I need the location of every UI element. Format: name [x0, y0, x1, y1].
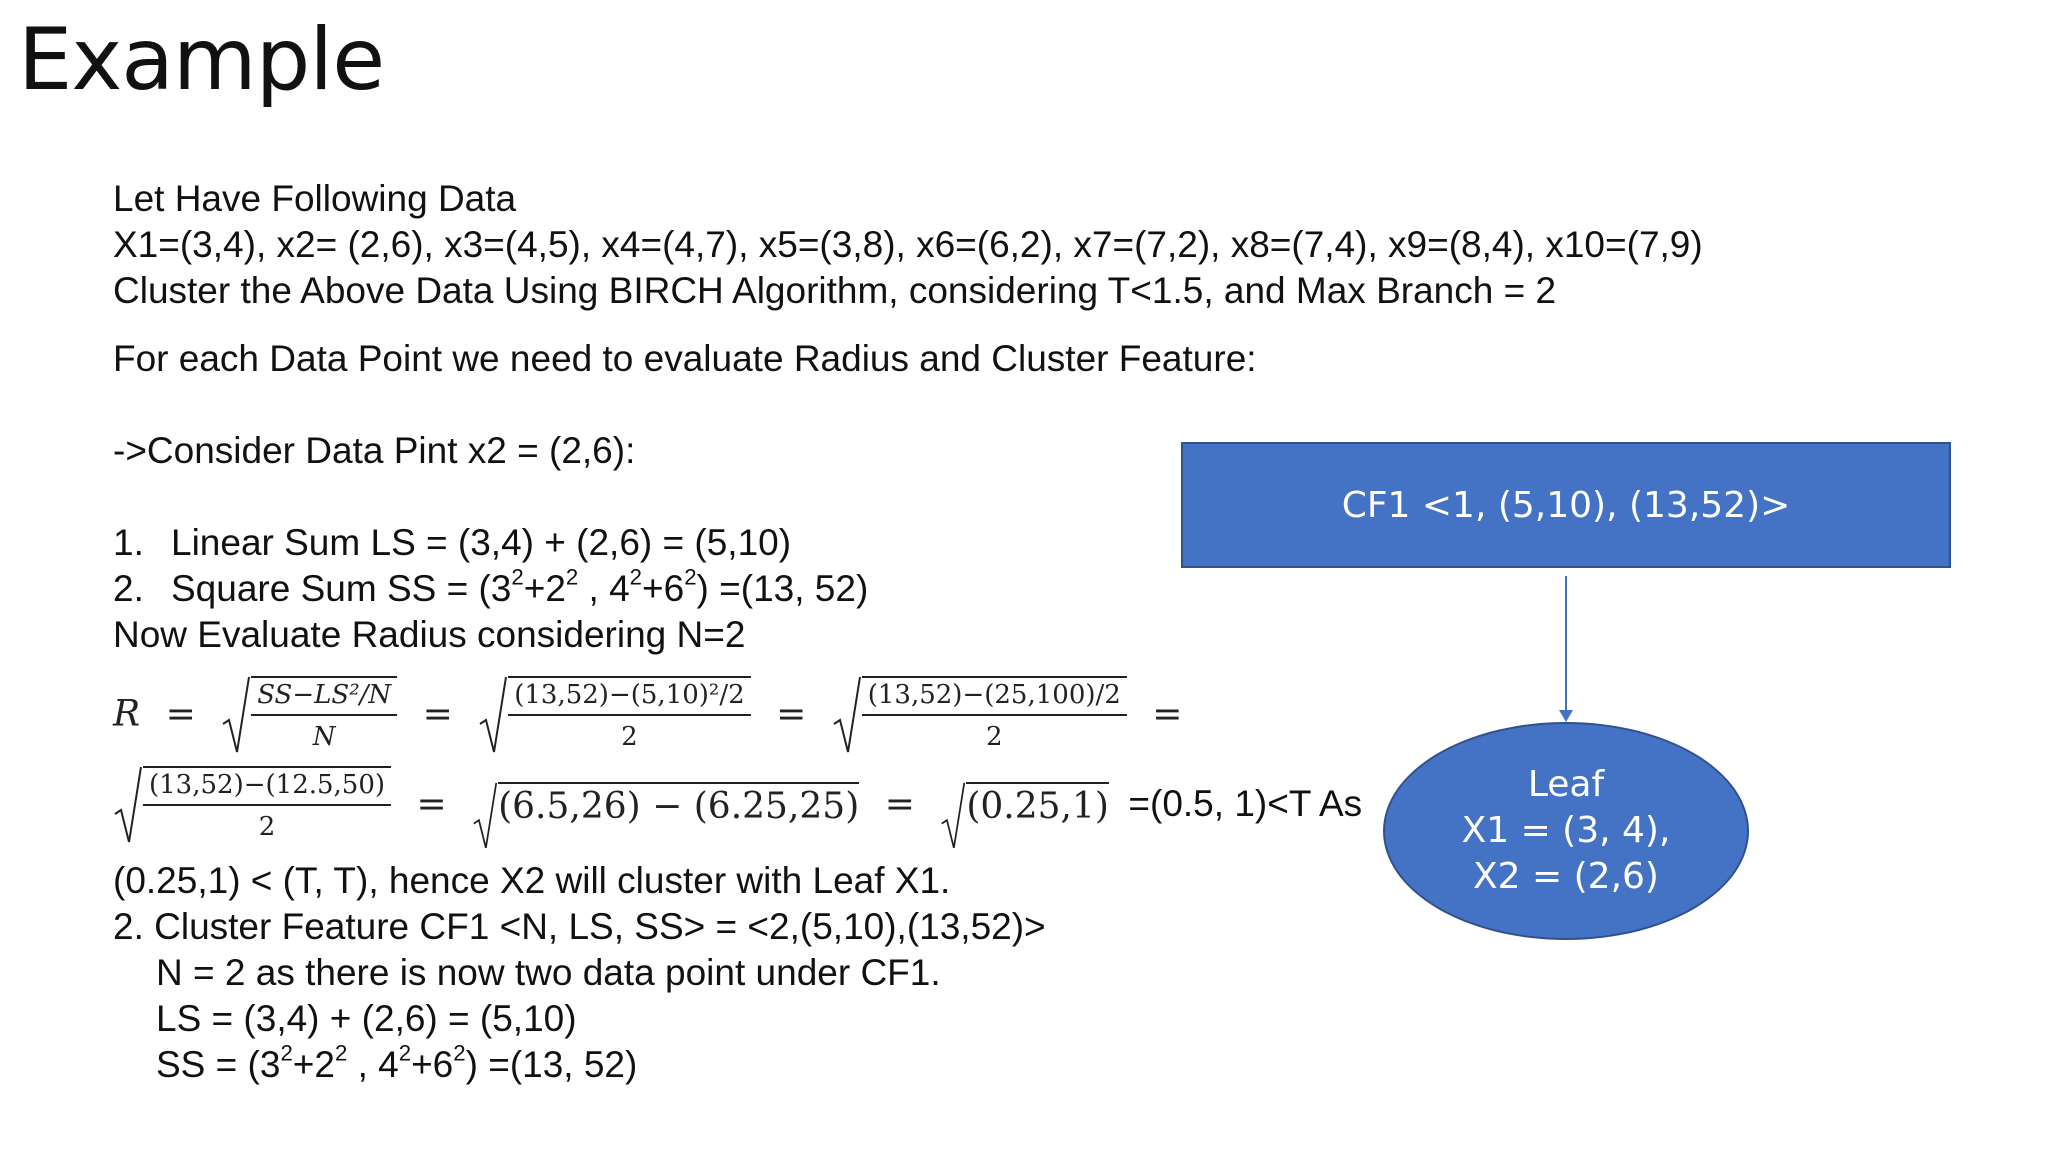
- fraction-numerator: SS−LS²/N: [251, 680, 397, 716]
- sqrt-term-1: [221, 676, 397, 752]
- sqrt-term-5: [472, 782, 859, 827]
- fraction-denominator: 2: [258, 812, 276, 842]
- fraction-denominator: 2: [986, 722, 1003, 752]
- data-points-line: X1=(3,4), x2= (2,6), x3=(4,5), x4=(4,7), x5=(3,8), x6=(6,2), x7=(7,2), x8=(7,4), x9=(8,4), x10=(7,9): [113, 224, 1703, 265]
- equals-sign: =: [884, 783, 915, 825]
- fraction-denominator: N: [312, 722, 336, 752]
- linear-sum-item: [113, 522, 791, 564]
- sqrt-term-4: [113, 766, 391, 842]
- cf1-label: CF1 <1, (5,10), (13,52)>: [1341, 484, 1791, 526]
- fraction-numerator: (13,52)−(5,10)²/2: [508, 680, 750, 716]
- equals-sign: =: [422, 693, 453, 735]
- intro-line-1: Let Have Following Data: [113, 178, 517, 219]
- fraction-numerator: (13,52)−(25,100)/2: [862, 680, 1127, 716]
- comparison-line: (0.25,1) < (T, T), hence X2 will cluster with Leaf X1.: [113, 860, 951, 901]
- leaf-point-x2: X2 = (2,6): [1473, 856, 1659, 897]
- cf1-node: [1181, 442, 1951, 568]
- leaf-node: [1383, 722, 1749, 940]
- slide-title: Example: [18, 10, 385, 110]
- item-number: 1.: [113, 522, 144, 563]
- equals-sign: =: [416, 783, 447, 825]
- equals-sign: =: [165, 693, 196, 735]
- ls-line: LS = (3,4) + (2,6) = (5,10): [156, 998, 577, 1039]
- sqrt-body: (0.25,1): [966, 782, 1109, 827]
- cluster-feature-line: 2. Cluster Feature CF1 <N, LS, SS> = <2,(5,10),(13,52)>: [113, 906, 1046, 947]
- sqrt-term-6: [940, 782, 1109, 827]
- leaf-title: Leaf: [1527, 764, 1605, 805]
- fraction-numerator: (13,52)−(12.5,50): [143, 770, 391, 806]
- sqrt-body: (6.5,26) − (6.25,25): [498, 782, 859, 827]
- square-sum-item: [113, 564, 869, 610]
- radius-intro-line: Now Evaluate Radius considering N=2: [113, 614, 746, 655]
- fraction-denominator: 2: [621, 722, 638, 752]
- leaf-point-x1: X1 = (3, 4),: [1461, 810, 1671, 851]
- n-explanation-line: N = 2 as there is now two data point under CF1.: [156, 952, 941, 993]
- radius-formula-row-2: [113, 766, 1362, 842]
- equals-sign: =: [1152, 693, 1183, 735]
- radius-result: =(0.5, 1)<T As: [1128, 783, 1363, 824]
- item-number: 2.: [113, 568, 144, 609]
- radius-symbol: R: [113, 693, 141, 735]
- task-line: Cluster the Above Data Using BIRCH Algorithm, considering T<1.5, and Max Branch = 2: [113, 270, 1557, 311]
- equals-sign: =: [776, 693, 807, 735]
- evaluate-line: For each Data Point we need to evaluate Radius and Cluster Feature:: [113, 338, 1257, 379]
- square-sum-text: Square Sum SS = ($3^2+2^2$ , $4^2+6^2) =(13$, 52): [171, 564, 869, 609]
- sqrt-term-2: [478, 676, 750, 752]
- sqrt-term-3: [832, 676, 1127, 752]
- consider-point-line: ->Consider Data Pint x2 = (2,6):: [113, 430, 636, 471]
- linear-sum-text: Linear Sum LS = (3,4) + (2,6) = (5,10): [171, 522, 792, 563]
- ss-line: SS = ($3^2+2^2$ , $4^2+6^2) =(13$, 52): [156, 1040, 638, 1085]
- radius-formula-row-1: [113, 676, 1196, 752]
